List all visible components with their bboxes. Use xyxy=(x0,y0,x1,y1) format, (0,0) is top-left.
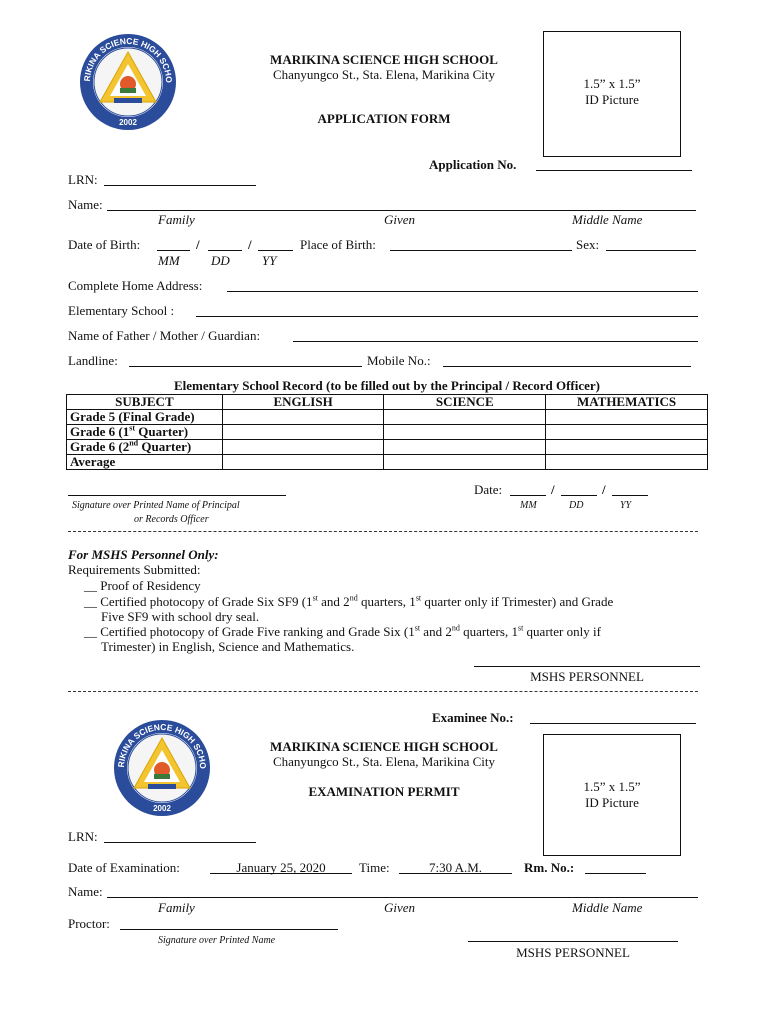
cut-line xyxy=(68,691,698,692)
ordinal-sup: nd xyxy=(349,593,358,603)
row-label-text: Grade 6 (2 xyxy=(70,439,130,454)
school-seal-logo xyxy=(78,32,178,132)
landline-field[interactable] xyxy=(129,366,362,367)
application-no-field[interactable] xyxy=(536,170,692,171)
room-field[interactable] xyxy=(585,873,646,874)
logo-year: 2002 xyxy=(153,804,171,813)
req-text-part: Certified photocopy of Grade Five ranking and Grade Six (1 xyxy=(100,624,415,639)
permit-personnel-label: MSHS PERSONNEL xyxy=(516,945,630,960)
dob-slash-2: / xyxy=(248,237,252,252)
requirement-text-line2: Trimester) in English, Science and Mathematics. xyxy=(101,639,355,654)
grade-cell[interactable] xyxy=(222,425,384,440)
parent-label: Name of Father / Mother / Guardian: xyxy=(68,328,261,343)
exam-time-value: 7:30 A.M. xyxy=(428,860,483,875)
row-label-text: Quarter) xyxy=(135,424,189,439)
permit-lrn-field[interactable] xyxy=(104,842,256,843)
exam-time-label: Time: xyxy=(359,860,390,875)
grade-cell[interactable] xyxy=(546,440,708,455)
dob-yy-field[interactable] xyxy=(258,250,293,251)
application-no-label: Application No. xyxy=(429,157,517,172)
row-label-grade5: Grade 5 (Final Grade) xyxy=(67,410,223,425)
permit-id-picture-box xyxy=(543,734,681,856)
parent-field[interactable] xyxy=(293,341,698,342)
name-family-caption: Family xyxy=(158,212,195,227)
principal-signature-caption: Signature over Printed Name of Principal xyxy=(72,500,240,511)
permit-lrn-label: LRN: xyxy=(68,829,98,844)
req-text-part: quarters, 1 xyxy=(357,594,416,609)
grade-cell[interactable] xyxy=(546,410,708,425)
grade-cell[interactable] xyxy=(384,425,546,440)
requirement-item xyxy=(84,594,613,609)
grade-cell[interactable] xyxy=(384,440,546,455)
requirement-text: Proof of Residency xyxy=(100,578,201,593)
address-label: Complete Home Address: xyxy=(68,278,203,293)
logo-ring-text: RIKINA SCIENCE HIGH SCHO xyxy=(81,35,175,84)
logo-year: 2002 xyxy=(119,118,137,127)
room-label: Rm. No.: xyxy=(524,860,575,875)
school-record-table xyxy=(66,394,708,470)
col-mathematics: MATHEMATICS xyxy=(546,395,708,410)
name-label: Name: xyxy=(68,197,103,212)
school-seal-logo xyxy=(112,718,212,818)
requirement-text-line2: Five SF9 with school dry seal. xyxy=(101,609,260,624)
lrn-field[interactable] xyxy=(104,185,256,186)
requirement-item xyxy=(84,578,201,593)
pob-label: Place of Birth: xyxy=(300,237,376,252)
req-text-part: quarter only if Trimester) and Grade xyxy=(421,594,614,609)
grade-cell[interactable] xyxy=(384,455,546,470)
row-label-grade6-q2 xyxy=(67,440,223,455)
permit-id-picture-label: ID Picture xyxy=(585,795,639,810)
checkbox-blank[interactable]: __ xyxy=(84,594,97,609)
name-field[interactable] xyxy=(107,210,696,211)
exam-date-label: Date of Examination: xyxy=(68,860,180,875)
ordinal-sup: st xyxy=(415,593,422,603)
permit-name-field[interactable] xyxy=(107,897,698,898)
permit-personnel-signature-field[interactable] xyxy=(468,941,678,942)
school-address: Chanyungco St., Sta. Elena, Marikina City xyxy=(272,67,496,82)
landline-label: Landline: xyxy=(68,353,118,368)
row-label-average: Average xyxy=(67,455,223,470)
row-label-text: Quarter) xyxy=(138,439,192,454)
grade-cell[interactable] xyxy=(546,425,708,440)
req-text-part: Certified photocopy of Grade Six SF9 (1 xyxy=(100,594,313,609)
grade-cell[interactable] xyxy=(222,440,384,455)
table-row xyxy=(67,410,708,425)
grade-cell[interactable] xyxy=(222,455,384,470)
principal-signature-field[interactable] xyxy=(68,495,286,496)
requirement-text xyxy=(100,624,601,639)
permit-school-address: Chanyungco St., Sta. Elena, Marikina City xyxy=(272,754,496,769)
grade-cell[interactable] xyxy=(384,410,546,425)
date-slash-2: / xyxy=(602,482,606,497)
principal-signature-caption-2: or Records Officer xyxy=(134,514,209,525)
name-given-caption: Given xyxy=(384,212,416,227)
permit-title: EXAMINATION PERMIT xyxy=(308,784,460,799)
ordinal-sup: st xyxy=(517,623,524,633)
proctor-field[interactable] xyxy=(120,929,338,930)
date-yy-field[interactable] xyxy=(612,495,648,496)
date-slash-1: / xyxy=(551,482,555,497)
dob-yy-caption: YY xyxy=(262,253,277,268)
examinee-no-label: Examinee No.: xyxy=(432,710,514,725)
dob-mm-field[interactable] xyxy=(157,250,190,251)
dob-slash-1: / xyxy=(196,237,200,252)
elementary-school-field[interactable] xyxy=(196,316,698,317)
requirement-text xyxy=(100,594,613,609)
form-title: APPLICATION FORM xyxy=(317,111,451,126)
school-logo-permit xyxy=(112,718,212,818)
address-field[interactable] xyxy=(227,291,698,292)
req-text-part: quarter only if xyxy=(523,624,601,639)
school-logo xyxy=(78,32,178,132)
personnel-signature-field[interactable] xyxy=(474,666,700,667)
table-row xyxy=(67,455,708,470)
req-text-part: and 2 xyxy=(420,624,452,639)
row-label-grade6-q1 xyxy=(67,425,223,440)
date-mm-caption: MM xyxy=(520,500,537,511)
sex-field[interactable] xyxy=(606,250,696,251)
date-mm-field[interactable] xyxy=(510,495,546,496)
checkbox-blank[interactable]: __ xyxy=(84,578,97,593)
row-label-text: Grade 6 (1 xyxy=(70,424,130,439)
ordinal-sup: st xyxy=(312,593,318,603)
date-yy-caption: YY xyxy=(620,500,632,511)
table-row xyxy=(67,440,708,455)
col-english: ENGLISH xyxy=(222,395,384,410)
id-picture-box xyxy=(543,31,681,157)
grade-cell[interactable] xyxy=(546,455,708,470)
id-picture-size: 1.5” x 1.5” xyxy=(583,76,641,91)
ordinal-sup: nd xyxy=(451,623,460,633)
permit-family-caption: Family xyxy=(158,900,195,915)
req-text-part: and 2 xyxy=(317,594,350,609)
ordinal-sup: st xyxy=(129,423,135,433)
permit-id-picture-size: 1.5” x 1.5” xyxy=(583,779,641,794)
col-subject: SUBJECT xyxy=(67,395,223,410)
id-picture-label: ID Picture xyxy=(585,92,639,107)
dob-dd-caption: DD xyxy=(211,253,230,268)
permit-given-caption: Given xyxy=(384,900,416,915)
col-science: SCIENCE xyxy=(384,395,546,410)
name-middle-caption: Middle Name xyxy=(572,212,643,227)
proctor-caption: Signature over Printed Name xyxy=(158,935,276,946)
personnel-signature-label: MSHS PERSONNEL xyxy=(530,669,644,684)
table-header-row xyxy=(67,395,708,410)
requirements-label: Requirements Submitted: xyxy=(68,562,201,577)
ordinal-sup: st xyxy=(414,623,421,633)
req-text-part: quarters, 1 xyxy=(459,624,518,639)
school-name: MARIKINA SCIENCE HIGH SCHOOL xyxy=(270,52,498,67)
date-dd-field[interactable] xyxy=(561,495,597,496)
record-title: Elementary School Record (to be filled out by the Principal / Record Officer) xyxy=(173,378,601,393)
proctor-label: Proctor: xyxy=(68,916,110,931)
permit-name-label: Name: xyxy=(68,884,103,899)
grade-cell[interactable] xyxy=(222,410,384,425)
cut-line xyxy=(68,531,698,532)
mobile-label: Mobile No.: xyxy=(367,353,431,368)
lrn-label: LRN: xyxy=(68,172,98,187)
date-dd-caption: DD xyxy=(569,500,584,511)
permit-school-name: MARIKINA SCIENCE HIGH SCHOOL xyxy=(270,739,498,754)
table-row xyxy=(67,425,708,440)
exam-date-value: January 25, 2020 xyxy=(236,860,326,875)
dob-mm-caption: MM xyxy=(158,253,180,268)
checkbox-blank[interactable]: __ xyxy=(84,624,97,639)
date-label: Date: xyxy=(474,482,503,497)
sex-label: Sex: xyxy=(576,237,600,252)
elementary-school-label: Elementary School : xyxy=(68,303,175,318)
examinee-no-field[interactable] xyxy=(530,723,696,724)
pob-field[interactable] xyxy=(390,250,572,251)
personnel-heading: For MSHS Personnel Only: xyxy=(68,547,219,562)
permit-middle-caption: Middle Name xyxy=(572,900,643,915)
logo-ring-text: RIKINA SCIENCE HIGH SCHO xyxy=(115,721,209,770)
mobile-field[interactable] xyxy=(443,366,691,367)
ordinal-sup: nd xyxy=(129,438,139,448)
dob-dd-field[interactable] xyxy=(208,250,242,251)
dob-label: Date of Birth: xyxy=(68,237,141,252)
requirement-item xyxy=(84,624,601,639)
